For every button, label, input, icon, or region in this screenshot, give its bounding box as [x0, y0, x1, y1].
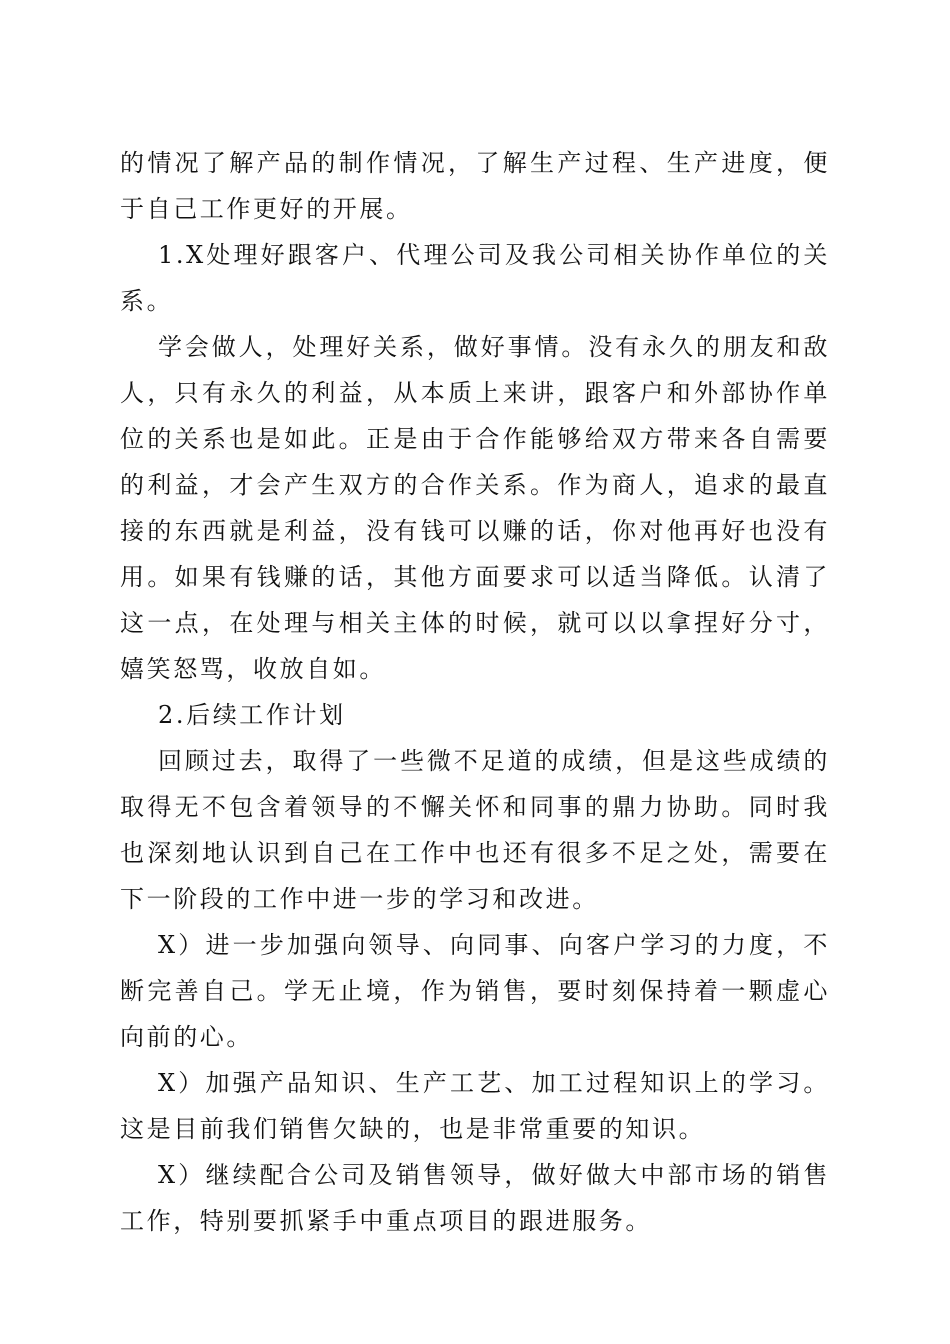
document-body	[120, 140, 830, 1244]
plan-item-2: X）加强产品知识、生产工艺、加工过程知识上的学习。这是目前我们销售欠缺的，也是非常重要的知识。	[120, 1069, 830, 1143]
paragraph-continuation: 的情况了解产品的制作情况，了解生产过程、生产进度，便于自己工作更好的开展。	[120, 149, 830, 223]
paragraph-relationships: 学会做人，处理好关系，做好事情。没有永久的朋友和敌人，只有永久的利益，从本质上来讲，跟客户和外部协作单位的关系也是如此。正是由于合作能够给双方带来各自需要的利益，才会产生双方的合作关系。作为商人，追求的最直接的东西就是利益，没有钱可以赚的话，你对他再好也没有用。如果有钱赚的话，其他方面要求可以适当降低。认清了这一点，在处理与相关主体的时候，就可以以拿捏好分寸，嬉笑怒骂，收放自如。	[120, 333, 830, 683]
section-heading-2: 2.后续工作计划	[158, 701, 346, 729]
plan-item-3: X）继续配合公司及销售领导，做好做大中部市场的销售工作，特别要抓紧手中重点项目的跟进服务。	[120, 1161, 830, 1235]
paragraph-review: 回顾过去，取得了一些微不足道的成绩，但是这些成绩的取得无不包含着领导的不懈关怀和同事的鼎力协助。同时我也深刻地认识到自己在工作中也还有很多不足之处，需要在下一阶段的工作中进一步的学习和改进。	[120, 747, 830, 913]
section-heading-1x: 1.X处理好跟客户、代理公司及我公司相关协作单位的关系。	[120, 241, 830, 315]
plan-item-1: X）进一步加强向领导、向同事、向客户学习的力度，不断完善自己。学无止境，作为销售，要时刻保持着一颗虚心向前的心。	[120, 931, 830, 1051]
